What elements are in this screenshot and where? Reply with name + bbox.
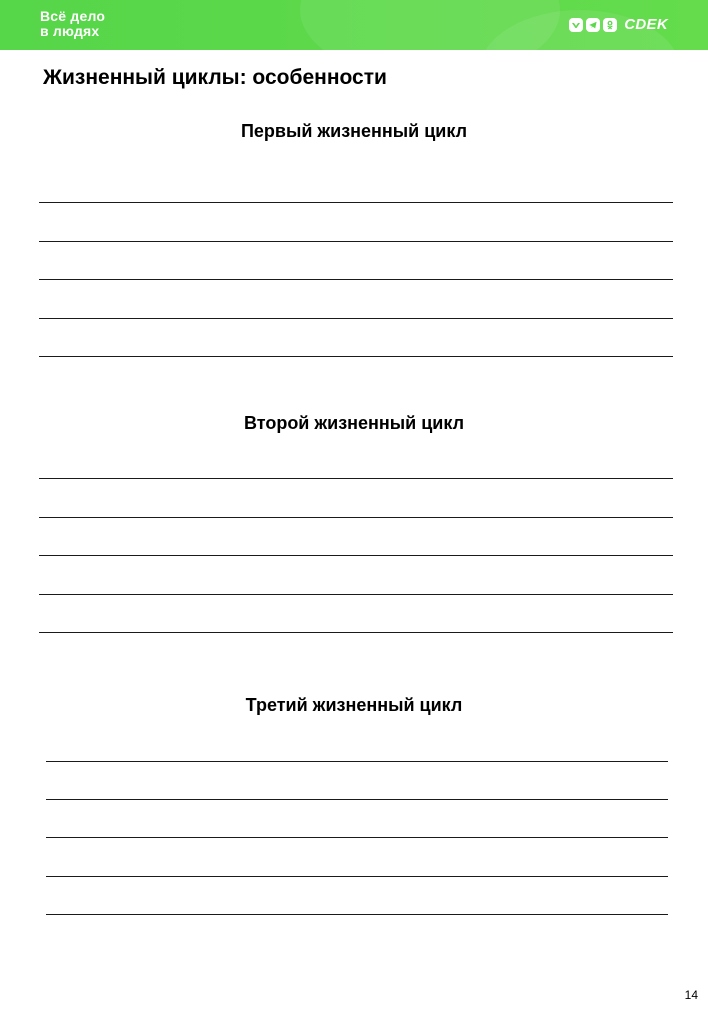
brand-block xyxy=(569,16,668,33)
section-title: Первый жизненный цикл xyxy=(240,121,468,141)
page-title: Жизненный циклы: особенности xyxy=(43,66,387,89)
writing-line xyxy=(39,555,673,556)
writing-line xyxy=(46,799,668,800)
slogan-line: Всё дело xyxy=(40,8,106,24)
writing-line xyxy=(39,632,673,633)
writing-line xyxy=(46,761,668,762)
writing-line xyxy=(46,876,668,877)
writing-line xyxy=(39,594,673,595)
writing-line xyxy=(39,318,673,319)
section-title: Второй жизненный цикл xyxy=(243,413,465,433)
odnoklassniki-icon[interactable] xyxy=(603,18,617,32)
writing-line xyxy=(46,914,668,915)
brand-logo: CDEK xyxy=(624,16,668,33)
telegram-icon[interactable] xyxy=(586,18,600,32)
writing-line xyxy=(39,478,673,479)
header-banner xyxy=(0,0,708,50)
section-title: Третий жизненный цикл xyxy=(245,695,463,715)
writing-line xyxy=(46,837,668,838)
writing-line xyxy=(39,241,673,242)
page-number: 14 xyxy=(684,988,698,1002)
writing-line xyxy=(39,279,673,280)
writing-line xyxy=(39,517,673,518)
writing-line xyxy=(39,356,673,357)
slogan-line: в людях xyxy=(40,23,100,39)
writing-line xyxy=(39,202,673,203)
slogan xyxy=(40,9,105,39)
vk-icon[interactable] xyxy=(569,18,583,32)
